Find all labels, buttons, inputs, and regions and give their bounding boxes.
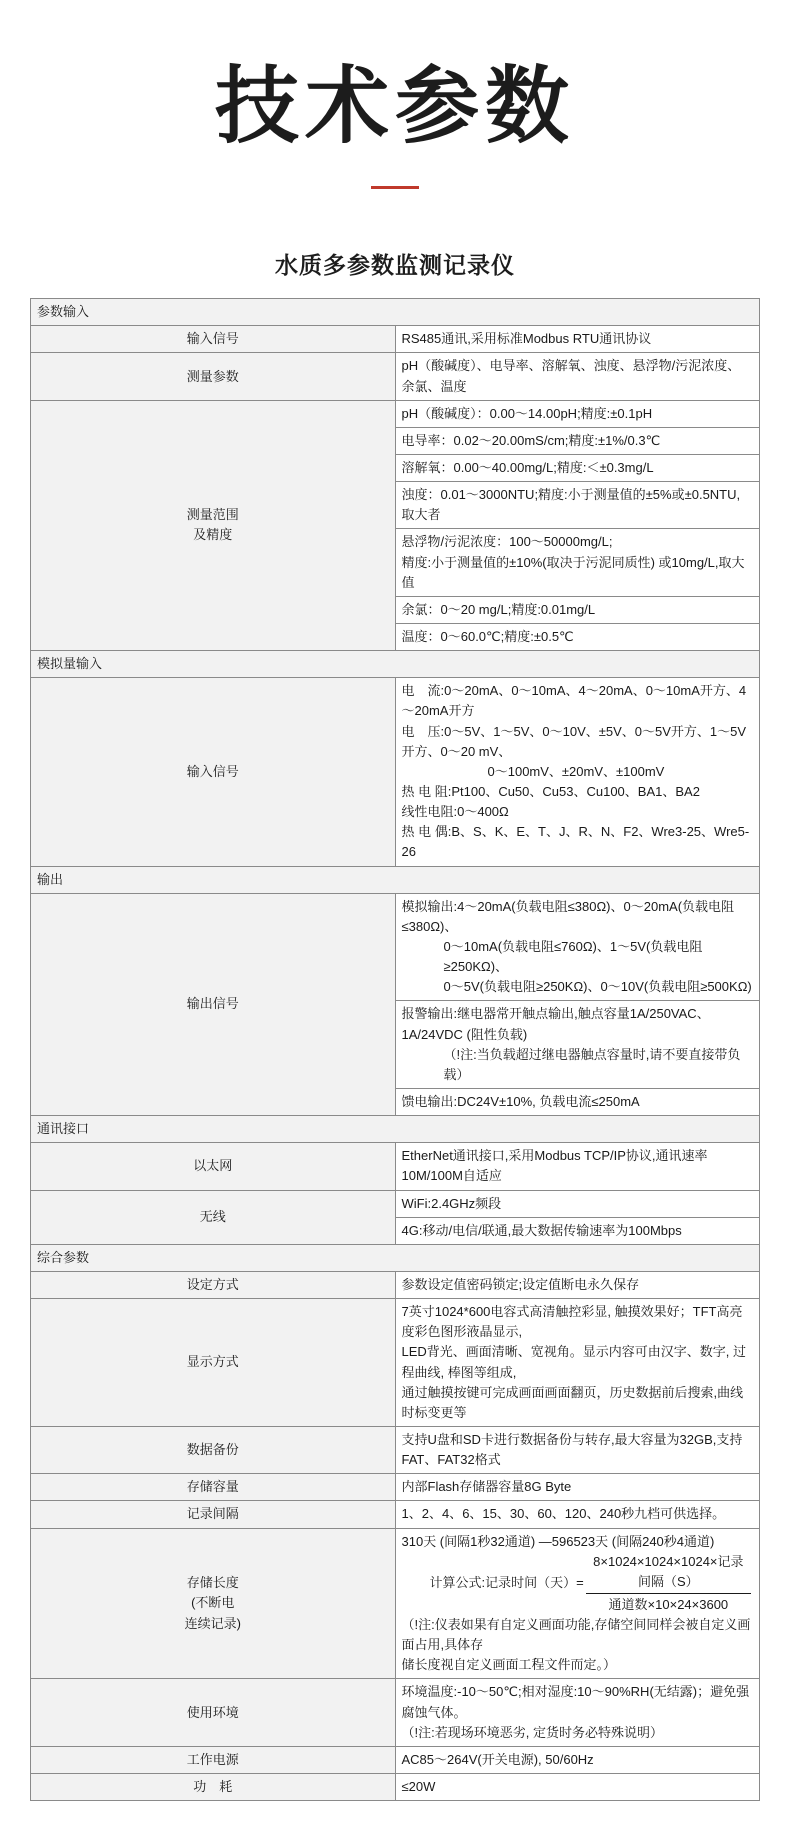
section-header-input-params: 参数输入 — [31, 299, 760, 326]
analog-rtd-prefix: 热 电 阻 — [401, 784, 448, 799]
row-value-input-signal: RS485通讯,采用标准Modbus RTU通讯协议 — [395, 326, 760, 353]
table-row — [31, 1143, 760, 1190]
row-label-storage-length: 存储长度 (不断电 连续记录) — [31, 1528, 396, 1679]
table-row — [31, 326, 760, 353]
table-row — [31, 1474, 760, 1501]
row-value-analog-input-signal — [395, 678, 760, 866]
row-value-ph-range: pH（酸碱度）：0.00～14.00pH;精度:±0.1pH — [395, 400, 760, 427]
table-row — [31, 1679, 760, 1746]
row-value-temperature-range: 温度：0～60.0℃;精度:±0.5℃ — [395, 624, 760, 651]
row-label-power-supply: 工作电源 — [31, 1746, 396, 1773]
row-value-residual-chlorine-range: 余氯：0～20 mg/L;精度:0.01mg/L — [395, 596, 760, 623]
row-value-conductivity-range: 电导率：0.02～20.00mS/cm;精度:±1%/0.3℃ — [395, 427, 760, 454]
row-label-measure-param: 测量参数 — [31, 353, 396, 400]
row-label-input-signal: 输入信号 — [31, 326, 396, 353]
table-row — [31, 1244, 760, 1271]
row-value-power-consumption: ≤20W — [395, 1774, 760, 1801]
row-value-output-analog: 模拟输出:4～20mA(负载电阻≤380Ω)、0～20mA(负载电阻≤380Ω)、 0～10mA(负载电阻≤760Ω)、1～5V(负载电阻≥250KΩ)、 0～5V(负载电阻≥250KΩ)、0～10V(负载电阻≥500KΩ) — [395, 893, 760, 1001]
row-value-record-interval: 1、2、4、6、15、30、60、120、240秒九档可供选择。 — [395, 1501, 760, 1528]
table-row — [31, 651, 760, 678]
analog-linear-resistance: 线性电阻:0～400Ω — [401, 804, 509, 820]
row-value-wifi: WiFi:2.4GHz频段 — [395, 1190, 760, 1217]
analog-voltage-value-cont: 0～100mV、±20mV、±100mV — [487, 763, 665, 779]
section-header-comm-interface: 通讯接口 — [31, 1116, 760, 1143]
row-value-setting-method: 参数设定值密码锁定;设定值断电永久保存 — [395, 1271, 760, 1298]
row-value-storage-capacity: 内部Flash存储器容量8G Byte — [395, 1474, 760, 1501]
row-label-power-consumption: 功 耗 — [31, 1774, 396, 1801]
row-value-measure-param: pH（酸碱度）、电导率、溶解氧、浊度、悬浮物/污泥浓度、余氯、温度 — [395, 353, 760, 400]
table-row — [31, 400, 760, 427]
table-row — [31, 1528, 760, 1679]
product-subtitle: 水质多参数监测记录仪 — [275, 252, 515, 279]
storage-length-formula: 计算公式:记录时间（天）= $\frac{\text{8×1024×1024×1024×记录间隔（S）}}{\text{通道数×10×24×3600}}$ — [402, 1552, 754, 1615]
row-value-display-method: 7英寸1024*600电容式高清触控彩显, 触摸效果好；TFT高亮度彩色图形液晶显示, LED背光、画面清晰、宽视角。显示内容可由汉字、数字, 过程曲线, 棒图等组成, 通过触摸按键可完成画面画面翻页，历史数据前后搜索,曲线时标变更等 — [395, 1299, 760, 1427]
analog-current-prefix: 电 流 — [401, 683, 441, 699]
table-row — [31, 353, 760, 400]
row-value-power-supply: AC85～264V(开关电源), 50/60Hz — [395, 1746, 760, 1773]
row-label-setting-method: 设定方式 — [31, 1271, 396, 1298]
row-value-output-power-supply: 馈电输出:DC24V±10%, 负载电流≤250mA — [395, 1088, 760, 1115]
row-label-ethernet: 以太网 — [31, 1143, 396, 1190]
row-label-wireless: 无线 — [31, 1190, 396, 1244]
row-label-operating-environment: 使用环境 — [31, 1679, 396, 1746]
row-label-output-signal: 输出信号 — [31, 893, 396, 1115]
section-header-output: 输出 — [31, 866, 760, 893]
table-row — [31, 1271, 760, 1298]
row-label-storage-capacity: 存储容量 — [31, 1474, 396, 1501]
section-header-general-params: 综合参数 — [31, 1244, 760, 1271]
analog-voltage-value: :0～5V、1～5V、0～10V、±5V、0～5V开方、1～5V开方、0～20 mV、 — [401, 723, 747, 759]
section-header-analog-input: 模拟量输入 — [31, 651, 760, 678]
table-row — [31, 299, 760, 326]
table-row — [31, 893, 760, 1001]
specifications-table — [30, 298, 760, 1801]
row-value-suspended-solids-range: 悬浮物/污泥浓度：100～50000mg/L; 精度:小于测量值的±10%(取决于污泥同质性) 或10mg/L,取大值 — [395, 529, 760, 596]
row-label-display-method: 显示方式 — [31, 1299, 396, 1427]
row-label-analog-input-signal: 输入信号 — [31, 678, 396, 866]
spec-table-container — [0, 298, 790, 1831]
page-title: 技术参数 — [214, 59, 575, 153]
table-row — [31, 678, 760, 866]
analog-tc-prefix: 热 电 偶 — [401, 824, 448, 840]
table-row — [31, 1501, 760, 1528]
row-value-turbidity-range: 浊度：0.01～3000NTU;精度:小于测量值的±5%或±0.5NTU,取大者 — [395, 482, 760, 529]
table-row — [31, 1116, 760, 1143]
table-row — [31, 1426, 760, 1473]
row-value-data-backup: 支持U盘和SD卡进行数据备份与转存,最大容量为32GB,支持FAT、FAT32格式 — [395, 1426, 760, 1473]
row-label-range-accuracy: 测量范围 及精度 — [31, 400, 396, 650]
analog-rtd-value: :Pt100、Cu50、Cu53、Cu100、BA1、BA2 — [447, 784, 700, 799]
row-value-storage-length: 310天 (间隔1秒32通道) —596523天 (间隔240秒4通道) 计算公式:记录时间（天）= $\frac{\text{8×1024×1024×1024×记录间隔（S）}}{\text{通道数×10×24×3600}}$ （!注:仪表如果有自定义画面功能,存储空间同样会被自定义画面占用,具体存 储长度视自定义画面工程文件而定。） — [395, 1528, 760, 1679]
title-underline-rule — [371, 186, 419, 189]
row-label-record-interval: 记录间隔 — [31, 1501, 396, 1528]
row-value-4g: 4G:移动/电信/联通,最大数据传输速率为100Mbps — [395, 1217, 760, 1244]
row-value-do-range: 溶解氧：0.00～40.00mg/L;精度:＜±0.3mg/L — [395, 455, 760, 482]
row-label-data-backup: 数据备份 — [31, 1426, 396, 1473]
table-row — [31, 866, 760, 893]
row-value-ethernet: EtherNet通讯接口,采用Modbus TCP/IP协议,通讯速率10M/100M自适应 — [395, 1143, 760, 1190]
table-row — [31, 1774, 760, 1801]
analog-voltage-prefix: 电 压 — [401, 723, 441, 739]
analog-current-value: :0～20mA、0～10mA、4～20mA、0～10mA开方、4～20mA开方 — [401, 683, 747, 719]
row-value-operating-environment: 环境温度:-10～50℃;相对湿度:10～90%RH(无结露)；避免强腐蚀气体。 （!注:若现场环境恶劣, 定货时务必特殊说明） — [395, 1679, 760, 1746]
table-row — [31, 1190, 760, 1217]
table-row — [31, 1299, 760, 1427]
row-value-output-alarm: 报警输出:继电器常开触点输出,触点容量1A/250VAC、1A/24VDC (阻性负载) （!注:当负载超过继电器触点容量时,请不要直接带负载） — [395, 1001, 760, 1089]
analog-tc-value: :B、S、K、E、T、J、R、N、F2、Wre3-25、Wre5-26 — [401, 824, 750, 860]
table-row — [31, 1746, 760, 1773]
